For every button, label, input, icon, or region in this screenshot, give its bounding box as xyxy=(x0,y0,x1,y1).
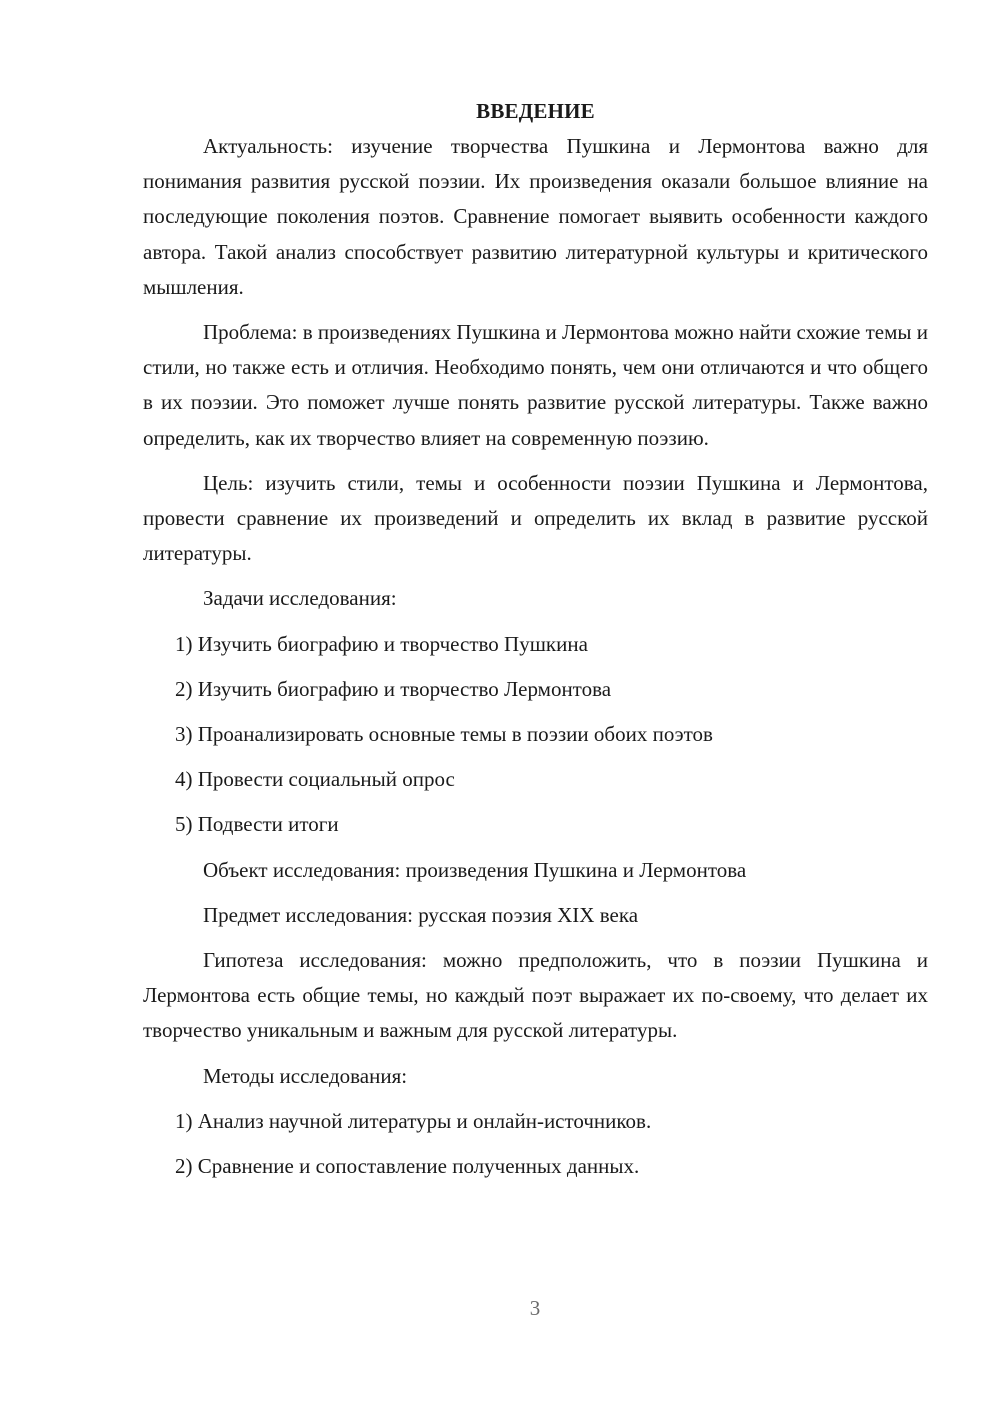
task-item: 3) Проанализировать основные темы в поэзии обоих поэтов xyxy=(175,722,713,747)
task-item: 2) Изучить биографию и творчество Лермонтова xyxy=(175,676,612,701)
methods-list xyxy=(143,1104,928,1184)
task-item: 1) Изучить биографию и творчество Пушкина xyxy=(175,631,588,656)
document-page xyxy=(143,96,928,1194)
relevance-paragraph: Актуальность: изучение творчества Пушкина и Лермонтова важно для понимания развития русской поэзии. Их произведения оказали большое влияние на последующие поколения поэтов. Сравнение помогает выявить особенности каждого автора. Такой анализ способствует развитию литературной культуры и критического мышления. xyxy=(143,134,928,299)
goal-paragraph: Цель: изучить стили, темы и особенности поэзии Пушкина и Лермонтова, провести сравнение их произведений и определить их вклад в развитие русской литературы. xyxy=(143,470,928,566)
problem-paragraph: Проблема: в произведениях Пушкина и Лермонтова можно найти схожие темы и стили, но также есть и отличия. Необходимо понять, чем они отличаются и что общего в их поэзии. Это поможет лучше понять развитие русской литературы. Также важно определить, как их творчество влияет на современную поэзию. xyxy=(143,320,928,450)
methods-heading: Методы исследования: xyxy=(203,1063,408,1088)
method-item: 1) Анализ научной литературы и онлайн-источников. xyxy=(175,1108,652,1133)
method-item: 2) Сравнение и сопоставление полученных данных. xyxy=(175,1154,640,1179)
tasks-list xyxy=(143,627,928,843)
task-item: 4) Провести социальный опрос xyxy=(175,767,455,792)
research-subject: Предмет исследования: русская поэзия XIX века xyxy=(203,902,639,927)
section-title: ВВЕДЕНИЕ xyxy=(476,99,595,123)
tasks-heading: Задачи исследования: xyxy=(203,586,397,611)
research-object: Объект исследования: произведения Пушкина и Лермонтова xyxy=(203,857,747,882)
hypothesis-paragraph: Гипотеза исследования: можно предположить, что в поэзии Пушкина и Лермонтова есть общие темы, но каждый поэт выражает их по-своему, что делает их творчество уникальным и важным для русской литературы. xyxy=(143,948,928,1043)
task-item: 5) Подвести итоги xyxy=(175,812,339,837)
page-number: 3 xyxy=(529,1296,541,1320)
